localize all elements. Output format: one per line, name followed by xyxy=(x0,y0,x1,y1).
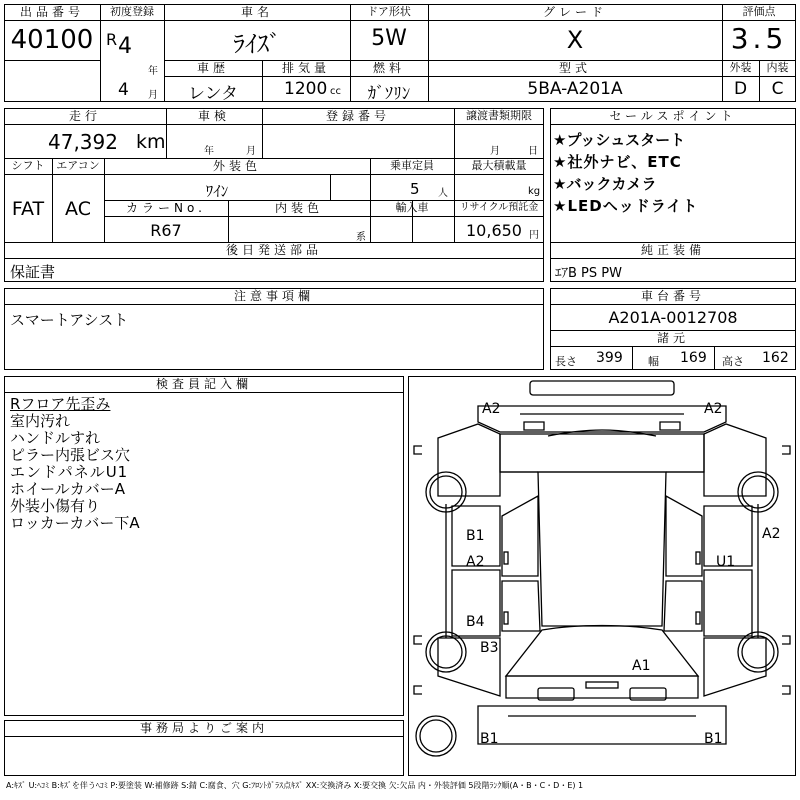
shift-label: シフト xyxy=(11,159,45,172)
car-name: ﾗｲｽﾞ xyxy=(233,30,281,58)
car-name-label: 車名 xyxy=(240,5,273,19)
displacement-label: 排気量 xyxy=(281,61,330,75)
color-no-label: カラーNo. xyxy=(126,201,206,215)
later-parts: 保証書 xyxy=(10,263,56,281)
inspection-label: 車検 xyxy=(197,109,230,123)
sales-point: ★プッシュスタート xyxy=(553,131,686,149)
fuel-label: 燃料 xyxy=(372,61,405,75)
sales-point: ★LEDヘッドライト xyxy=(553,197,699,215)
ac: AC xyxy=(65,198,91,220)
mark-right-side: U1 xyxy=(716,554,736,570)
load-unit: kg xyxy=(528,186,541,197)
first-reg-label: 初度登録 xyxy=(110,5,154,18)
mark-rear-center: A1 xyxy=(632,658,651,674)
displacement: 1200 xyxy=(284,79,328,99)
capacity-unit: 人 xyxy=(438,188,448,199)
first-reg-year: 4 xyxy=(118,34,132,59)
equipment-label: 純正装備 xyxy=(640,243,705,257)
office-label: 事務局よりご案内 xyxy=(139,721,268,735)
int-color-unit: 系 xyxy=(356,232,366,243)
transfer-label: 譲渡書類期限 xyxy=(466,109,532,122)
month-unit: 月 xyxy=(148,90,158,101)
notes: スマートアシスト xyxy=(10,311,129,329)
mark-front-right: A2 xyxy=(704,401,723,417)
first-reg-month: 4 xyxy=(118,80,129,100)
mark-right-fender: A2 xyxy=(762,526,781,542)
door-type: 5W xyxy=(371,26,407,51)
mark-front-left: A2 xyxy=(482,401,501,417)
lot-number: 40100 xyxy=(10,25,94,55)
chassis-number: A201A-0012708 xyxy=(608,308,738,327)
mark-left-door-front: B1 xyxy=(466,528,485,544)
height-label: 高さ xyxy=(722,355,744,368)
sales-points-label: セールスポイント xyxy=(609,109,737,123)
inspection-year: 年 xyxy=(204,146,214,157)
capacity: 5 xyxy=(410,180,420,198)
door-label: ドア形状 xyxy=(367,5,411,18)
mark-left-door-mid: A2 xyxy=(466,554,485,570)
sales-point: ★社外ナビ、ETC xyxy=(553,153,682,171)
later-parts-label: 後日発送部品 xyxy=(225,243,322,257)
inspector-line: ホイールカバーA xyxy=(10,480,125,498)
int-label: 内装 xyxy=(766,61,789,74)
score-label: 評価点 xyxy=(742,5,776,18)
height: 162 xyxy=(762,350,789,366)
mileage: 47,392 xyxy=(48,130,118,154)
grade: X xyxy=(566,26,584,54)
model-label: 型式 xyxy=(558,61,591,75)
transfer-month: 月 xyxy=(490,146,500,157)
spec-label: 諸元 xyxy=(656,331,689,345)
equipment: ｴｱB PS PW xyxy=(555,266,622,281)
int-grade: C xyxy=(771,79,784,99)
load-label: 最大積載量 xyxy=(471,159,527,172)
grade-label: グレード xyxy=(542,5,607,19)
mark-rear-right: B1 xyxy=(704,731,723,747)
width: 169 xyxy=(680,350,707,366)
inspector-line: ロッカーカバー下A xyxy=(10,514,140,532)
length-label: 長さ xyxy=(555,355,577,368)
car-diagram xyxy=(408,376,796,776)
lot-label: 出品番号 xyxy=(19,5,84,19)
era: R xyxy=(106,30,118,49)
inspector-line: ピラー内張ビス穴 xyxy=(10,446,131,464)
year-unit: 年 xyxy=(148,66,158,77)
notes-label: 注意事項欄 xyxy=(233,289,314,303)
mark-left-quarter: B3 xyxy=(480,640,499,656)
inspector-line: Rフロア先歪み xyxy=(10,395,111,413)
int-color-label: 内装色 xyxy=(274,201,323,215)
ac-label: エアコン xyxy=(56,159,100,172)
inspection-month: 月 xyxy=(246,146,256,157)
ext-color: ﾜｲﾝ xyxy=(205,182,229,200)
ext-color-label: 外装色 xyxy=(212,159,261,173)
inspector-line: ハンドルすれ xyxy=(10,429,101,447)
score: 3.5 xyxy=(730,22,788,55)
width-label: 幅 xyxy=(648,355,659,368)
inspector-line: エンドパネルU1 xyxy=(10,463,129,481)
model: 5BA-A201A xyxy=(527,79,623,99)
history: レンタ xyxy=(188,84,238,104)
import-label: 輸入車 xyxy=(395,201,429,214)
reg-no-label: 登録番号 xyxy=(325,109,390,123)
capacity-label: 乗車定員 xyxy=(390,159,434,172)
inspector-label: 検査員記入欄 xyxy=(155,377,252,391)
transfer-day: 日 xyxy=(528,146,538,157)
inspector-line: 室内汚れ xyxy=(10,412,71,430)
mark-rear-left: B1 xyxy=(480,731,499,747)
mileage-label: 走行 xyxy=(68,109,101,123)
shift: FAT xyxy=(11,198,45,220)
ext-grade: D xyxy=(733,79,748,99)
legend: A:ｷｽﾞ U:ﾍｺﾐ B:ｷｽﾞを伴うﾍｺﾐ P:要塗装 W:補修跡 S:錆 C:腐食、穴 G:ﾌﾛﾝﾄｶﾞﾗｽ点ｷｽﾞ XX:交換済み X:要交換 欠:欠品 内・外装評価 5段階ﾗﾝｸ順(A・B・C・D・E) 1 xyxy=(6,781,584,790)
inspector-line: 外装小傷有り xyxy=(10,497,101,515)
recycle-fee: 10,650 xyxy=(466,221,522,240)
chassis-label: 車台番号 xyxy=(640,289,705,303)
length: 399 xyxy=(596,350,623,366)
sales-point: ★バックカメラ xyxy=(553,175,657,193)
color-no: R67 xyxy=(150,221,182,240)
recycle-unit: 円 xyxy=(529,230,539,241)
recycle-label: リサイクル預託金 xyxy=(459,202,539,213)
fuel: ｶﾞｿﾘﾝ xyxy=(367,84,411,104)
mark-left-rear: B4 xyxy=(466,614,485,630)
history-label: 車歴 xyxy=(196,61,229,75)
mileage-unit: km xyxy=(136,131,166,153)
ext-label: 外装 xyxy=(729,61,752,74)
displacement-unit: cc xyxy=(330,86,341,97)
